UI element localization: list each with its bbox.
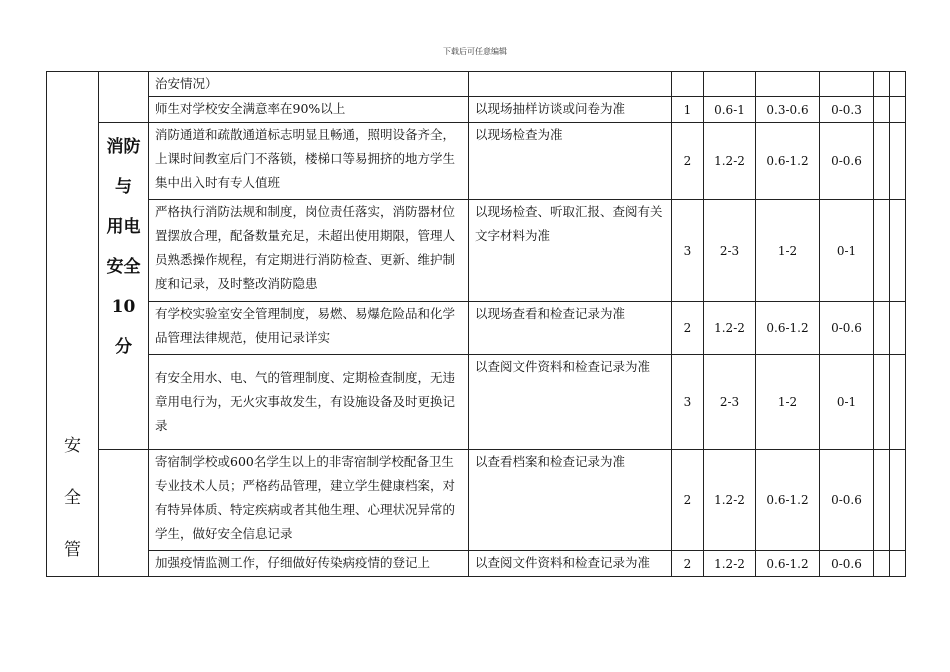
section-char: 用电 [106, 217, 141, 237]
method-cell: 以现场查看和检查记录为准 [469, 302, 672, 355]
table-row [47, 123, 906, 200]
grade-b-cell: 0.6-1.2 [756, 551, 820, 577]
blank-cell [874, 200, 890, 302]
method-cell: 以现场检查为准 [469, 123, 672, 200]
blank-cell [890, 355, 906, 450]
blank-cell [874, 302, 890, 355]
grade-c-cell: 0-0.3 [820, 97, 874, 123]
blank-cell [890, 97, 906, 123]
grade-a-cell: 1.2-2 [704, 450, 756, 551]
score-cell: 2 [672, 302, 704, 355]
grade-c-cell: 0-0.6 [820, 450, 874, 551]
blank-cell [874, 72, 890, 97]
table-row [47, 551, 906, 577]
score-cell: 1 [672, 97, 704, 123]
section-char: 消防 [106, 137, 141, 157]
grade-a-cell: 0.6-1 [704, 97, 756, 123]
grade-b-cell: 0.6-1.2 [756, 302, 820, 355]
content-cell: 治安情况） [149, 72, 469, 97]
section-char: 与 [115, 177, 132, 197]
score-cell [672, 72, 704, 97]
grade-a-cell [704, 72, 756, 97]
blank-cell [890, 72, 906, 97]
grade-b-cell [756, 72, 820, 97]
content-cell: 有安全用水、电、气的管理制度、定期检查制度，无违章用电行为，无火灾事故发生，有设施设备及时更换记录 [149, 355, 469, 450]
method-cell: 以现场检查、听取汇报、查阅有关文字材料为准 [469, 200, 672, 302]
category-char: 管 [64, 540, 81, 560]
blank-cell [874, 551, 890, 577]
grade-c-cell: 0-0.6 [820, 551, 874, 577]
blank-cell [874, 97, 890, 123]
blank-cell [874, 450, 890, 551]
blank-cell [890, 123, 906, 200]
method-cell: 以现场抽样访谈或问卷为准 [469, 97, 672, 123]
content-cell: 有学校实验室安全管理制度，易燃、易爆危险品和化学品管理法律规范，使用记录详实 [149, 302, 469, 355]
grade-c-cell: 0-1 [820, 355, 874, 450]
method-cell: 以查阅文件资料和检查记录为准 [469, 551, 672, 577]
content-cell: 师生对学校安全满意率在90%以上 [149, 97, 469, 123]
score-cell: 2 [672, 123, 704, 200]
method-cell: 以查看档案和检查记录为准 [469, 450, 672, 551]
method-cell: 以查阅文件资料和检查记录为准 [469, 355, 672, 450]
content-cell: 严格执行消防法规和制度，岗位责任落实，消防器材位置摆放合理，配备数量充足，未超出使用期限，管理人员熟悉操作规程，有定期进行消防检查、更新、维护制度和记录，及时整改消防隐患 [149, 200, 469, 302]
content-cell: 加强疫情监测工作，仔细做好传染病疫情的登记上 [149, 551, 469, 577]
evaluation-table [46, 71, 906, 577]
table-row [47, 200, 906, 302]
section-fire-cell [99, 123, 149, 450]
grade-a-cell: 1.2-2 [704, 123, 756, 200]
score-cell: 2 [672, 450, 704, 551]
grade-c-cell: 0-1 [820, 200, 874, 302]
method-cell [469, 72, 672, 97]
grade-c-cell [820, 72, 874, 97]
category-char: 安 [64, 436, 81, 456]
blank-cell [890, 551, 906, 577]
grade-b-cell: 0.3-0.6 [756, 97, 820, 123]
blank-cell [890, 200, 906, 302]
section-char: 安全 [106, 257, 141, 277]
category-char: 全 [64, 488, 81, 508]
grade-a-cell: 2-3 [704, 355, 756, 450]
table-row [47, 72, 906, 97]
grade-c-cell: 0-0.6 [820, 302, 874, 355]
table-row [47, 450, 906, 551]
content-cell: 寄宿制学校或600名学生以上的非寄宿制学校配备卫生专业技术人员；严格药品管理，建立学生健康档案，对有特异体质、特定疾病或者其他生理、心理状况异常的学生，做好安全信息记录 [149, 450, 469, 551]
section-char: 分 [115, 337, 132, 357]
section-char: 10 [111, 297, 136, 317]
blank-cell [890, 302, 906, 355]
blank-cell [874, 123, 890, 200]
content-cell: 消防通道和疏散通道标志明显且畅通，照明设备齐全，上课时间教室后门不落锁，楼梯口等易拥挤的地方学生集中出入时有专人值班 [149, 123, 469, 200]
grade-a-cell: 1.2-2 [704, 551, 756, 577]
blank-cell [874, 355, 890, 450]
page-header-note: 下载后可任意编辑 [443, 47, 507, 56]
grade-a-cell: 2-3 [704, 200, 756, 302]
score-cell: 3 [672, 355, 704, 450]
grade-b-cell: 0.6-1.2 [756, 450, 820, 551]
table-row [47, 302, 906, 355]
category-cell [47, 72, 99, 577]
grade-b-cell: 0.6-1.2 [756, 123, 820, 200]
table-row [47, 97, 906, 123]
subcategory-cell-empty [99, 72, 149, 123]
subcategory-cell-empty [99, 450, 149, 577]
score-cell: 3 [672, 200, 704, 302]
table-row [47, 355, 906, 450]
blank-cell [890, 450, 906, 551]
grade-b-cell: 1-2 [756, 355, 820, 450]
grade-c-cell: 0-0.6 [820, 123, 874, 200]
score-cell: 2 [672, 551, 704, 577]
grade-b-cell: 1-2 [756, 200, 820, 302]
grade-a-cell: 1.2-2 [704, 302, 756, 355]
